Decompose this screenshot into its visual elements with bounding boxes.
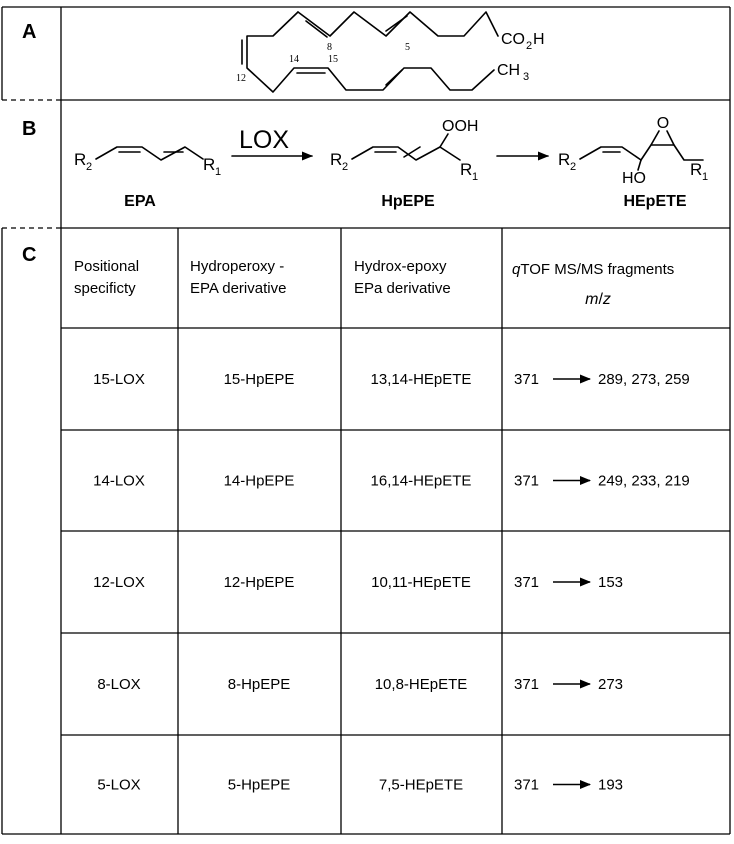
cell-hydroxy-epoxy-derivative: 7,5-HEpETE — [378, 776, 464, 794]
hepete-epoxide-ring — [641, 145, 703, 160]
epoxide-bond-right — [667, 131, 674, 145]
qtof-rest: TOF MS/MS fragments — [520, 261, 675, 278]
cell-fragment-ions: 273 — [598, 676, 624, 693]
table-row — [97, 777, 623, 794]
cell-precursor-ion: 371 — [514, 472, 540, 490]
svg-text:R: R — [690, 160, 703, 179]
cell-hydroperoxy-derivative: 5-HpEPE — [227, 776, 291, 794]
svg-text:CO: CO — [501, 31, 525, 48]
hepete-hydroxy-bond — [638, 160, 641, 170]
svg-text:2: 2 — [342, 161, 349, 173]
cell-hydroperoxy-derivative: 15-HpEPE — [223, 371, 295, 388]
epa-diene-bonds — [96, 147, 203, 160]
svg-text:1: 1 — [702, 171, 709, 183]
position-label-12: 12 — [236, 73, 246, 84]
header-positional-line2: specificty — [74, 280, 136, 297]
svg-text:R: R — [558, 150, 571, 169]
header-hydroperoxy-line1: Hydroperoxy - — [190, 258, 285, 275]
enzyme-label: LOX — [238, 126, 290, 154]
cell-hydroxy-epoxy-derivative: 10,8-HEpETE — [374, 676, 468, 693]
header-qtof-line1 — [512, 261, 674, 278]
panel-label-a: A — [22, 21, 37, 43]
svg-text:H: H — [533, 31, 545, 48]
cell-positional-specificity: 14-LOX — [93, 472, 145, 490]
svg-text:R: R — [330, 150, 343, 169]
substrate-name: EPA — [124, 193, 156, 210]
double-bond-17 — [386, 70, 402, 85]
hydroxy-group: HO — [622, 170, 646, 187]
cell-hydroxy-epoxy-derivative: 10,11-HEpETE — [371, 574, 471, 591]
methyl-label — [497, 62, 529, 83]
svg-text:R: R — [460, 160, 473, 179]
double-bond-8 — [306, 21, 327, 37]
panel-label-b: B — [22, 118, 37, 140]
epa-structure — [236, 12, 545, 92]
cell-precursor-ion: 371 — [514, 776, 540, 794]
svg-text:R: R — [74, 150, 87, 169]
svg-text:1: 1 — [215, 166, 222, 178]
cell-precursor-ion: 371 — [514, 676, 540, 693]
table-row — [97, 676, 623, 693]
cell-positional-specificity: 8-LOX — [97, 676, 141, 693]
svg-text:2: 2 — [526, 40, 533, 52]
table-grid — [61, 228, 730, 834]
svg-text:2: 2 — [86, 161, 93, 173]
epoxy-oxygen: O — [656, 115, 670, 132]
epoxide-bond-left — [651, 131, 659, 145]
table-body — [93, 371, 690, 794]
header-positional-line1: Positional — [74, 258, 140, 275]
header-hydroperoxy-line2: EPA derivative — [190, 280, 287, 297]
hpepe-structure — [330, 118, 478, 210]
table-row — [93, 574, 623, 591]
cell-hydroxy-epoxy-derivative: 13,14-HEpETE — [370, 371, 472, 388]
table-row — [93, 371, 690, 388]
table-row — [93, 473, 690, 490]
hepete-vinyl-bonds — [580, 147, 641, 160]
position-label-14: 14 — [289, 54, 299, 65]
header-hydroxy-epoxy-line1: Hydrox-epoxy — [354, 258, 447, 275]
svg-text:1: 1 — [472, 171, 479, 183]
panel-label-c: C — [22, 244, 37, 266]
qtof-q-prefix: q — [512, 261, 521, 278]
cell-fragment-ions: 193 — [598, 776, 624, 794]
cell-fragment-ions: 249, 233, 219 — [598, 472, 690, 490]
svg-text:CH: CH — [497, 62, 521, 79]
cell-positional-specificity: 5-LOX — [97, 776, 141, 794]
epa-generic-structure — [74, 147, 221, 210]
svg-text:2: 2 — [570, 161, 577, 173]
hpepe-double-bond-2 — [404, 147, 420, 157]
position-label-8: 8 — [327, 42, 332, 53]
hpepe-backbone — [352, 147, 460, 160]
cell-precursor-ion: 371 — [514, 371, 540, 388]
cell-precursor-ion: 371 — [514, 574, 540, 591]
cell-hydroxy-epoxy-derivative: 16,14-HEpETE — [370, 472, 472, 490]
position-label-5: 5 — [405, 42, 410, 53]
position-label-15: 15 — [328, 54, 338, 65]
epa-carbon-skeleton — [298, 12, 498, 36]
table-header-row — [74, 258, 674, 308]
cell-hydroperoxy-derivative: 12-HpEPE — [223, 574, 295, 591]
hpepe-hydroperoxy-bond — [440, 134, 448, 147]
intermediate-name: HpEPE — [381, 193, 435, 210]
header-hydroxy-epoxy-line2: EPa derivative — [354, 280, 451, 297]
cell-hydroperoxy-derivative: 8-HpEPE — [227, 676, 291, 693]
cell-fragment-ions: 153 — [598, 574, 624, 591]
cell-hydroperoxy-derivative: 14-HpEPE — [223, 472, 295, 490]
double-bond-5 — [386, 16, 407, 31]
cell-positional-specificity: 15-LOX — [93, 371, 145, 388]
product-name: HEpETE — [623, 193, 687, 210]
hydroperoxy-group: OOH — [442, 118, 479, 135]
header-mz-line2: m/z — [585, 291, 611, 308]
svg-text:3: 3 — [523, 71, 530, 83]
cell-fragment-ions: 289, 273, 259 — [598, 371, 690, 388]
cell-positional-specificity: 12-LOX — [93, 574, 145, 591]
hepete-structure — [558, 115, 708, 210]
figure-frame — [2, 7, 730, 834]
carboxylic-acid-label — [501, 31, 545, 52]
svg-text:R: R — [203, 155, 216, 174]
